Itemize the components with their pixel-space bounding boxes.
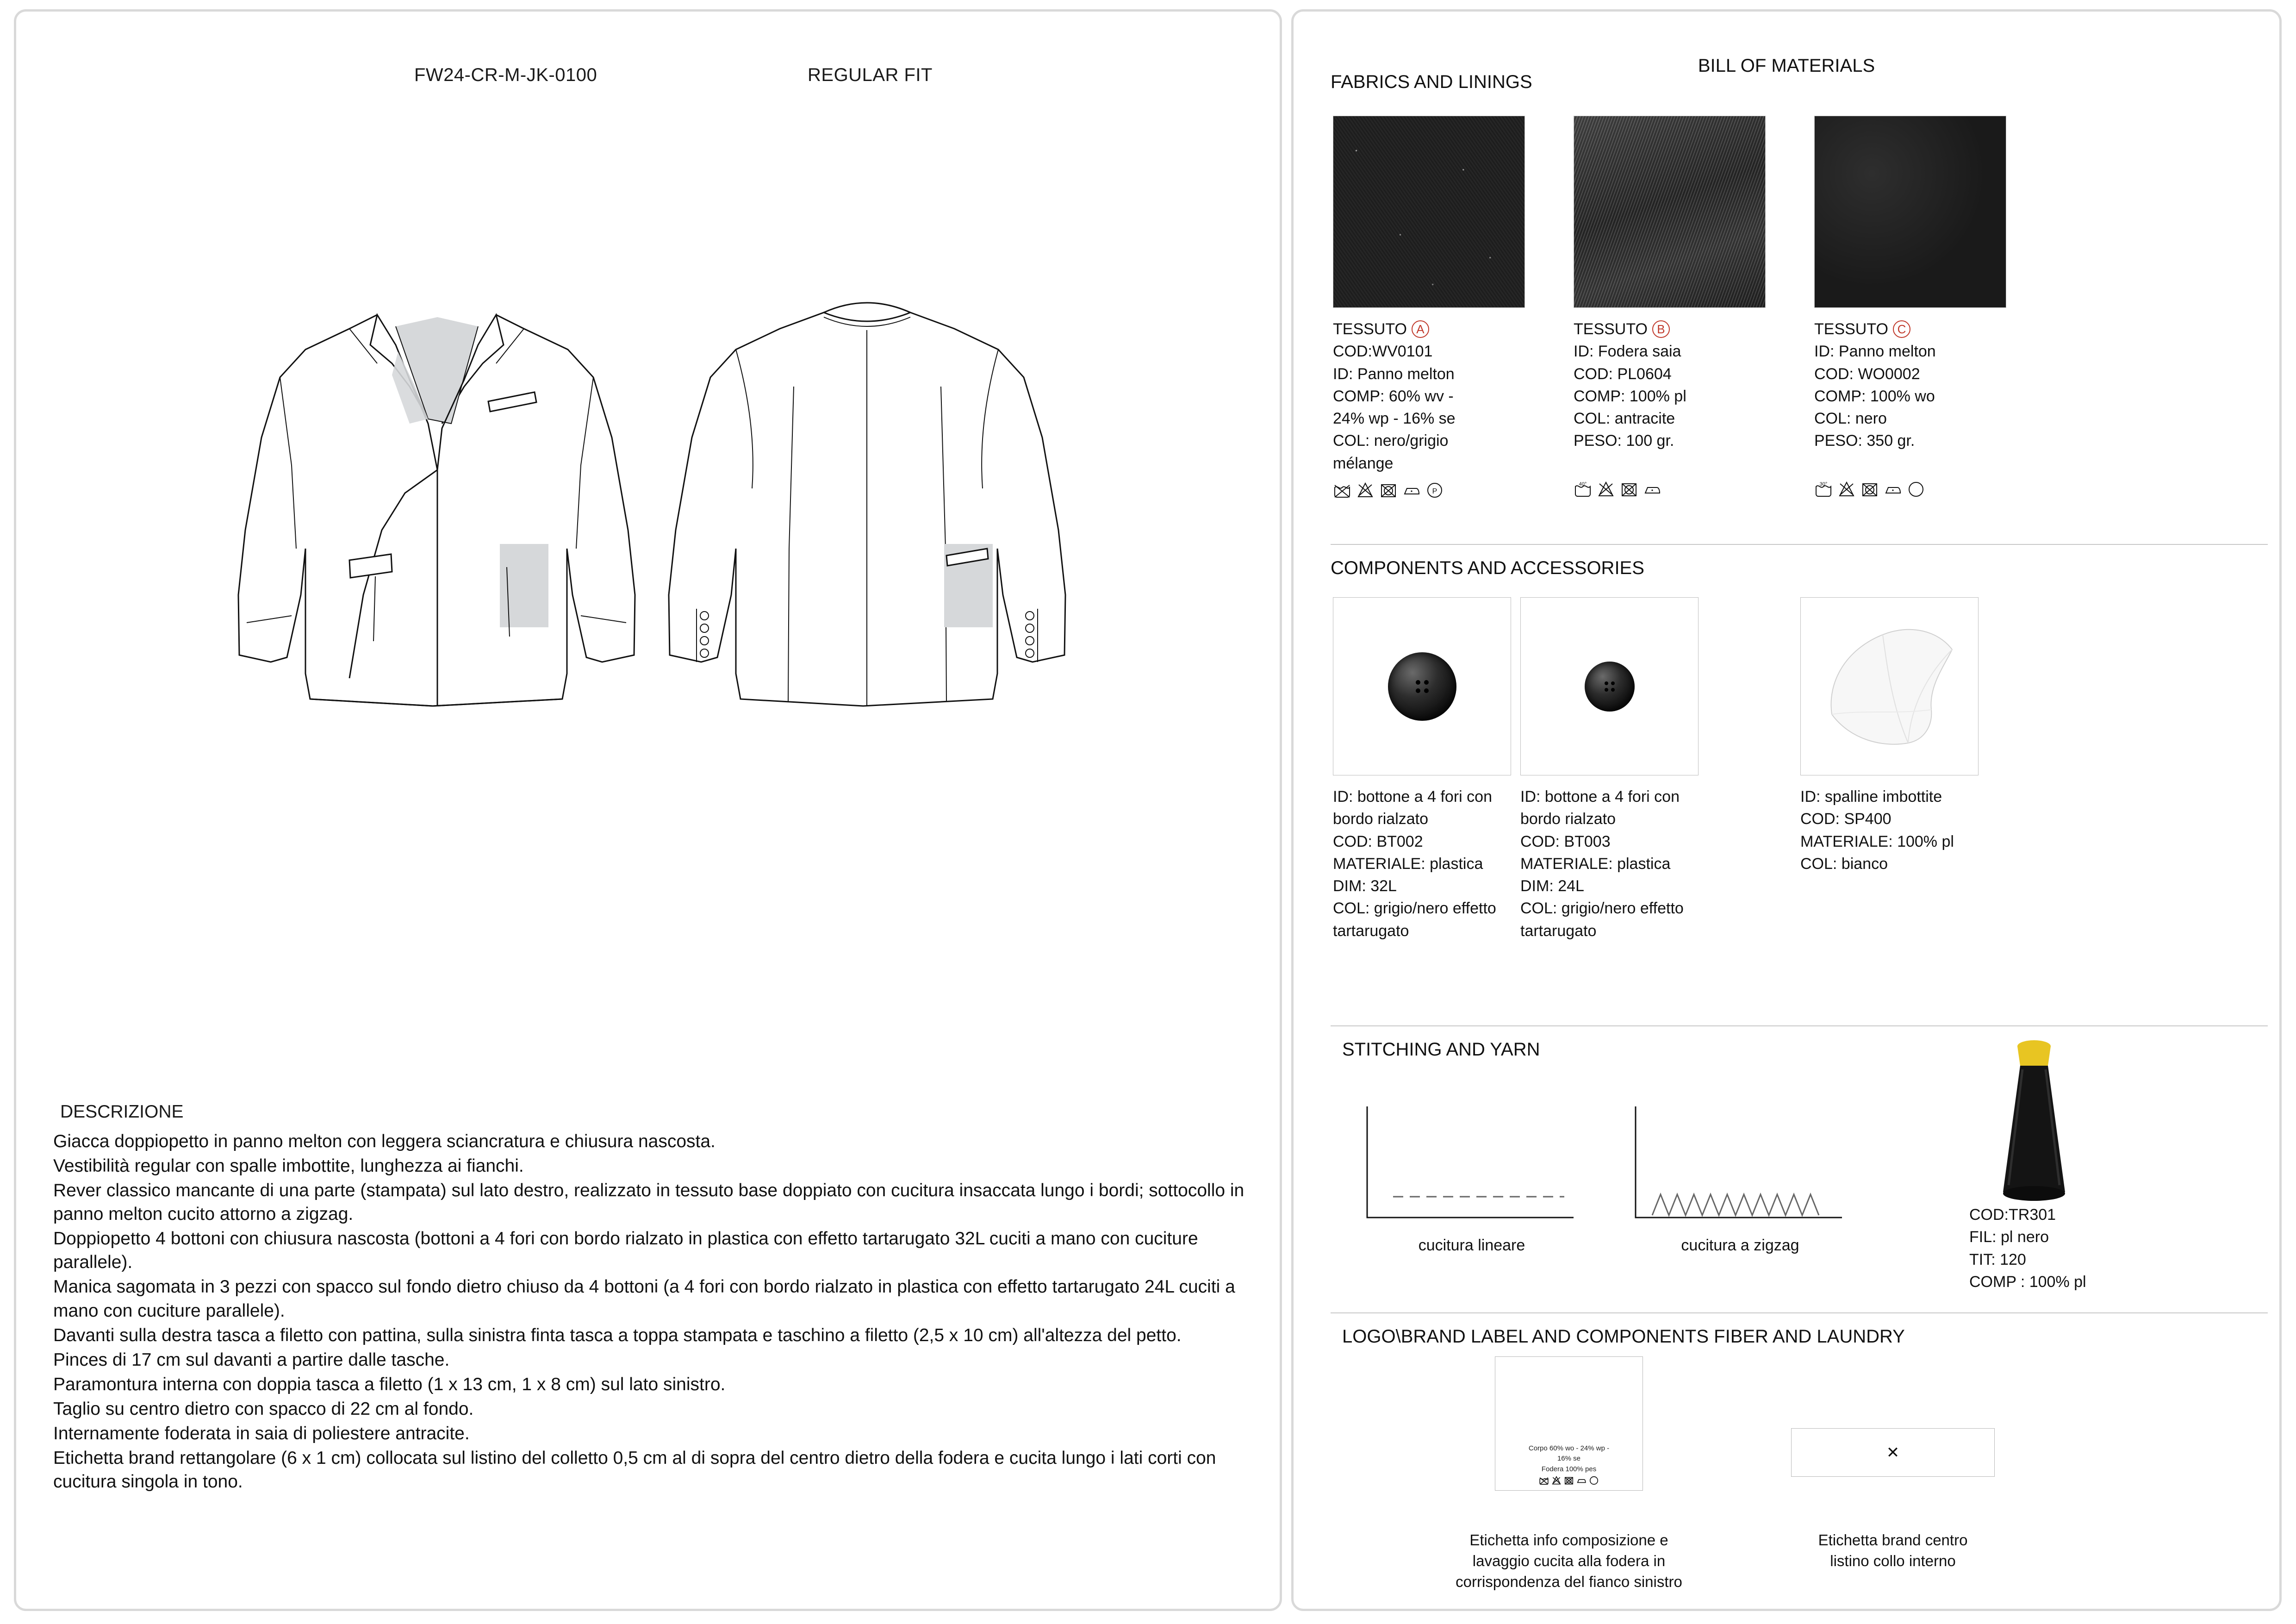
section-title-fabrics: FABRICS AND LININGS: [1331, 72, 1532, 92]
component-line: bordo rialzato: [1520, 810, 1616, 828]
no-wash-icon: [1539, 1475, 1549, 1486]
wash-30-icon: [1814, 480, 1833, 499]
fabric-line: mélange: [1333, 454, 1394, 472]
component-info-button-24l: [1520, 786, 1705, 942]
component-image-shoulder-pad: [1800, 597, 1979, 775]
component-card-button-24l: [1520, 597, 1705, 942]
section-title-labels: LOGO\BRAND LABEL AND COMPONENTS FIBER AND LAUNDRY: [1342, 1326, 1905, 1347]
dryclean-p-icon: [1589, 1475, 1599, 1486]
description-title: DESCRIZIONE: [60, 1102, 184, 1122]
component-card-button-32l: [1333, 597, 1518, 942]
fabric-letter-b: B: [1652, 320, 1670, 338]
description-line: Etichetta brand rettangolare (6 x 1 cm) collocata sul listino del colletto 0,5 cm al di sopra del centro dietro della fodera e cucita lungo i lati corti con cucitura singola in tono.: [53, 1448, 1216, 1492]
section-title-components: COMPONENTS AND ACCESSORIES: [1331, 558, 1644, 578]
dryclean-icon: [1907, 480, 1925, 499]
no-tumble-dry-icon: [1620, 480, 1638, 499]
svg-text:40°: 40°: [1579, 481, 1587, 487]
component-line: COD: BT003: [1520, 832, 1611, 850]
divider-stitching: [1331, 1312, 2268, 1313]
zigzag-stitch-block: [1629, 1102, 1851, 1255]
fabric-swatch-b: [1574, 116, 1766, 308]
component-line: COL: grigio/nero effetto: [1333, 899, 1496, 918]
fabric-card-c: [1814, 116, 2006, 499]
fabric-line: COD: WO0002: [1814, 365, 1920, 383]
brand-mark: ✕: [1886, 1443, 1900, 1462]
description-line: Manica sagomata in 3 pezzi con spacco sul fondo dietro chiuso da 4 bottoni (a 4 fori con bordo rialzato in plastica con effetto tartarugato 24L cuciti a mano con cuciture parallele).: [53, 1277, 1235, 1321]
care-label: [1495, 1356, 1643, 1491]
component-line: ID: spalline imbottite: [1800, 788, 1942, 806]
yarn-info: [1969, 1204, 2086, 1293]
linear-stitch-diagram: [1361, 1102, 1583, 1227]
description-line: Paramontura interna con doppia tasca a filetto (1 x 13 cm, 1 x 8 cm) sul lato sinistro.: [53, 1374, 726, 1394]
care-label-symbols: [1495, 1475, 1643, 1486]
description-body: [53, 1130, 1266, 1494]
wash-40-icon: [1574, 480, 1592, 499]
fabric-info-b: [1574, 318, 1766, 499]
fabric-line: PESO: 350 gr.: [1814, 432, 1915, 450]
description-line: Rever classico mancante di una parte (stampata) sul lato destro, realizzato in tessuto base doppiato con cucitura insaccata lungo i bordi; sottocollo in panno melton cucito attorno a zigzag.: [53, 1181, 1244, 1224]
component-line: MATERIALE: plastica: [1520, 855, 1671, 873]
iron-low-icon: [1884, 480, 1902, 499]
component-line: MATERIALE: 100% pl: [1800, 832, 1954, 850]
yarn-line: COMP : 100% pl: [1969, 1273, 2086, 1291]
component-line: COD: BT002: [1333, 832, 1423, 850]
component-line: ID: bottone a 4 fori con: [1333, 788, 1492, 806]
section-title-stitching: STITCHING AND YARN: [1342, 1039, 1540, 1060]
care-symbols-c: [1814, 480, 2006, 499]
fabric-line: 24% wp - 16% se: [1333, 410, 1456, 428]
fabric-letter-a: A: [1412, 320, 1429, 338]
divider-fabrics: [1331, 544, 2268, 545]
care-label-line: Corpo 60% wo - 24% wp -: [1528, 1444, 1610, 1452]
svg-text:P: P: [1432, 487, 1437, 495]
description-line: Taglio su centro dietro con spacco di 22 cm al fondo.: [53, 1399, 474, 1419]
fabric-line: PESO: 100 gr.: [1574, 432, 1674, 450]
fabric-line: ID: Fodera saia: [1574, 343, 1681, 361]
care-label-line: 16% se: [1557, 1455, 1581, 1462]
fabric-line: COL: nero/grigio: [1333, 432, 1449, 450]
no-tumble-dry-icon: [1564, 1475, 1574, 1486]
fabric-card-a: [1333, 116, 1525, 500]
caption-line: Etichetta info composizione e: [1469, 1531, 1668, 1549]
style-code: FW24-CR-M-JK-0100: [414, 65, 597, 85]
care-symbols-b: [1574, 480, 1766, 499]
yarn-line: TIT: 120: [1969, 1250, 2026, 1268]
fabric-line: COD:WV0101: [1333, 343, 1433, 361]
fabric-info-c: [1814, 318, 2006, 499]
fit-label: REGULAR FIT: [808, 65, 933, 85]
caption-line: listino collo interno: [1830, 1552, 1956, 1569]
fabric-tessuto-label-a: TESSUTO: [1333, 320, 1407, 338]
dryclean-p-icon: [1425, 481, 1444, 500]
divider-components: [1331, 1025, 2268, 1026]
component-line: tartarugato: [1520, 922, 1597, 940]
no-tumble-dry-icon: [1379, 481, 1398, 500]
no-tumble-dry-icon: [1860, 480, 1879, 499]
description-line: Pinces di 17 cm sul davanti a partire dalle tasche.: [53, 1349, 450, 1370]
caption-line: corrispondenza del fianco sinistro: [1456, 1573, 1682, 1590]
care-label-line: Fodera 100% pes: [1541, 1465, 1597, 1473]
fabric-tessuto-label-b: TESSUTO: [1574, 320, 1648, 338]
zigzag-stitch-caption: cucitura a zigzag: [1681, 1237, 1799, 1254]
fabric-swatch-c: [1814, 116, 2006, 308]
iron-low-icon: [1576, 1475, 1587, 1486]
component-info-button-32l: [1333, 786, 1518, 942]
shoulder-pad-icon: [1813, 617, 1966, 756]
description-line: Vestibilità regular con spalle imbottite, lunghezza ai fianchi.: [53, 1156, 524, 1176]
iron-low-icon: [1643, 480, 1661, 499]
button-holes-icon: [1408, 673, 1436, 700]
fabric-letter-c: C: [1893, 320, 1910, 338]
brand-label-caption: [1773, 1530, 2013, 1572]
component-line: COL: grigio/nero effetto: [1520, 899, 1684, 918]
fabric-line: ID: Panno melton: [1814, 343, 1936, 361]
fabric-line: COMP: 60% wv -: [1333, 387, 1454, 405]
left-panel: [14, 9, 1282, 1611]
svg-text:30°: 30°: [1819, 481, 1828, 487]
care-label-caption: [1407, 1530, 1731, 1593]
description-line: Doppiopetto 4 bottoni con chiusura nascosta (bottoni a 4 fori con bordo rialzato in plastica con effetto tartarugato 32L cuciti a mano con cuciture parallele).: [53, 1229, 1198, 1273]
no-bleach-icon: [1597, 480, 1615, 499]
technical-sketches: [155, 271, 1150, 826]
description-line: Giacca doppiopetto in panno melton con leggera sciancratura e chiusura nascosta.: [53, 1131, 716, 1151]
fabric-line: COMP: 100% wo: [1814, 387, 1935, 405]
fabric-line: COL: nero: [1814, 410, 1887, 428]
fabric-line: COL: antracite: [1574, 410, 1675, 428]
fabric-info-a: [1333, 318, 1525, 500]
fabric-line: COD: PL0604: [1574, 365, 1672, 383]
component-info-shoulder-pad: [1800, 786, 1985, 875]
component-line: bordo rialzato: [1333, 810, 1429, 828]
fabric-line: ID: Panno melton: [1333, 365, 1455, 383]
zigzag-stitch-diagram: [1629, 1102, 1851, 1227]
fabric-swatch-a: [1333, 116, 1525, 308]
iron-low-icon: [1402, 481, 1421, 500]
component-image-button-24l: [1520, 597, 1699, 775]
component-line: COD: SP400: [1800, 810, 1892, 828]
thread-cone-icon: [1976, 1032, 2092, 1213]
brand-label: [1791, 1428, 1995, 1477]
component-card-shoulder-pad: [1800, 597, 1985, 875]
care-symbols-a: [1333, 481, 1525, 500]
fabric-line: COMP: 100% pl: [1574, 387, 1686, 405]
yarn-line: COD:TR301: [1969, 1206, 2056, 1224]
care-label-text: [1495, 1443, 1643, 1475]
button-holes-icon: [1599, 676, 1620, 697]
jacket-back-sketch: [641, 271, 1085, 762]
component-line: COL: bianco: [1800, 855, 1888, 873]
linear-stitch-caption: cucitura lineare: [1418, 1237, 1525, 1254]
no-wash-icon: [1333, 481, 1351, 500]
component-line: ID: bottone a 4 fori con: [1520, 788, 1680, 806]
fabric-tessuto-label-c: TESSUTO: [1814, 320, 1888, 338]
caption-line: Etichetta brand centro: [1818, 1531, 1968, 1549]
component-line: DIM: 32L: [1333, 877, 1397, 895]
description-line: Internamente foderata in saia di poliestere antracite.: [53, 1423, 470, 1443]
description-line: Davanti sulla destra tasca a filetto con pattina, sulla sinistra finta tasca a toppa stampata e taschino a filetto (2,5 x 10 cm) all'altezza del petto.: [53, 1325, 1182, 1345]
component-line: tartarugato: [1333, 922, 1409, 940]
no-bleach-icon: [1551, 1475, 1562, 1486]
no-bleach-icon: [1837, 480, 1856, 499]
component-image-button-32l: [1333, 597, 1511, 775]
fabric-card-b: [1574, 116, 1766, 499]
component-line: MATERIALE: plastica: [1333, 855, 1483, 873]
caption-line: lavaggio cucita alla fodera in: [1472, 1552, 1666, 1569]
linear-stitch-block: [1361, 1102, 1583, 1255]
jacket-front-sketch: [211, 271, 655, 762]
yarn-line: FIL: pl nero: [1969, 1228, 2049, 1246]
bill-of-materials-title: BILL OF MATERIALS: [1698, 56, 1875, 76]
component-line: DIM: 24L: [1520, 877, 1584, 895]
thread-cone: [1976, 1032, 2092, 1215]
no-bleach-icon: [1356, 481, 1375, 500]
